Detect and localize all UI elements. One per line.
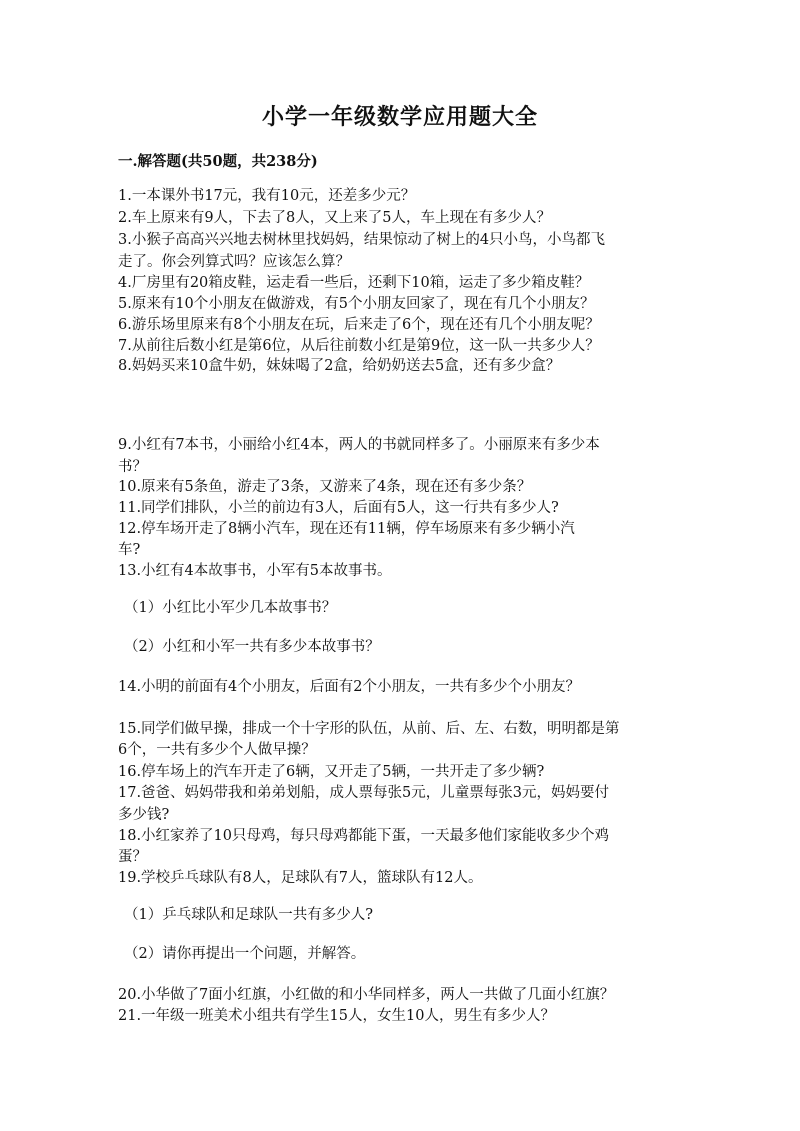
question-13-sub-1: （1）小红比小军少几本故事书？ [124,600,337,616]
question-4: 4.厂房里有20箱皮鞋，运走看一些后，还剩下10箱，运走了多少箱皮鞋？ [118,275,590,291]
question-16: 16.停车场上的汽车开走了6辆，又开走了5辆，一共开走了多少辆? [118,764,545,780]
question-13: 13.小红有4本故事书，小军有5本故事书。 [118,563,392,579]
question-21: 21.一年级一班美术小组共有学生15人，女生10人，男生有多少人？ [118,1008,555,1024]
question-20: 20.小华做了7面小红旗，小红做的和小华同样多，两人一共做了几面小红旗？ [118,987,615,1003]
page-title: 小学一年级数学应用题大全 [261,104,538,130]
question-2: 2.车上原来有9人，下去了8人，又上来了5人，车上现在有多少人？ [118,210,552,226]
question-19: 19.学校乒乓球队有8人，足球队有7人，篮球队有12人。 [118,870,483,886]
question-19-sub-2: （2）请你再提出一个问题，并解答。 [124,946,366,962]
question-1: 1.一本课外书17元，我有10元，还差多少元？ [118,188,416,204]
question-17-line-2: 多少钱? [118,807,170,823]
question-18-line-1: 18.小红家养了10只母鸡，每只母鸡都能下蛋，一天最多他们家能收多少个鸡 [118,828,610,844]
section-heading: 一.解答题(共50题，共238分) [118,153,318,170]
question-10: 10.原来有5条鱼，游走了3条，又游来了4条，现在还有多少条？ [118,479,532,495]
question-15-line-2: 6个，一共有多少个人做早操？ [118,742,316,758]
question-6: 6.游乐场里原来有8个小朋友在玩，后来走了6个，现在还有几个小朋友呢？ [118,317,600,333]
question-14: 14.小明的前面有4个小朋友，后面有2个小朋友，一共有多少个小朋友？ [118,679,581,695]
question-19-sub-1: （1）乒乓球队和足球队一共有多少人? [124,907,373,923]
question-18-line-2: 蛋？ [118,849,147,865]
question-12-line-1: 12.停车场开走了8辆小汽车，现在还有11辆，停车场原来有多少辆小汽 [118,521,575,537]
question-7: 7.从前往后数小红是第6位，从后往前数小红是第9位，这一队一共多少人？ [118,338,600,354]
question-9-line-2: 书？ [118,459,147,475]
question-8: 8.妈妈买来10盒牛奶，妹妹喝了2盒，给奶奶送去5盒，还有多少盒？ [118,358,561,374]
question-15-line-1: 15.同学们做早操，排成一个十字形的队伍，从前、后、左、右数，明明都是第 [118,721,620,737]
question-3-line-1: 3.小猴子高高兴兴地去树林里找妈妈，结果惊动了树上的4只小鸟，小鸟都飞 [118,232,606,248]
question-17-line-1: 17.爸爸、妈妈带我和弟弟划船，成人票每张5元，儿童票每张3元，妈妈要付 [118,785,610,801]
question-11: 11.同学们排队，小兰的前边有3人，后面有5人，这一行共有多少人? [118,500,559,516]
question-13-sub-2: （2）小红和小军一共有多少本故事书？ [124,639,380,655]
question-9-line-1: 9.小红有7本书，小丽给小红4本，两人的书就同样多了。小丽原来有多少本 [118,437,600,453]
question-3-line-2: 走了。你会列算式吗？应该怎么算？ [118,254,350,270]
question-5: 5.原来有10个小朋友在做游戏，有5个小朋友回家了，现在有几个小朋友？ [118,296,595,312]
question-12-line-2: 车? [118,542,141,558]
